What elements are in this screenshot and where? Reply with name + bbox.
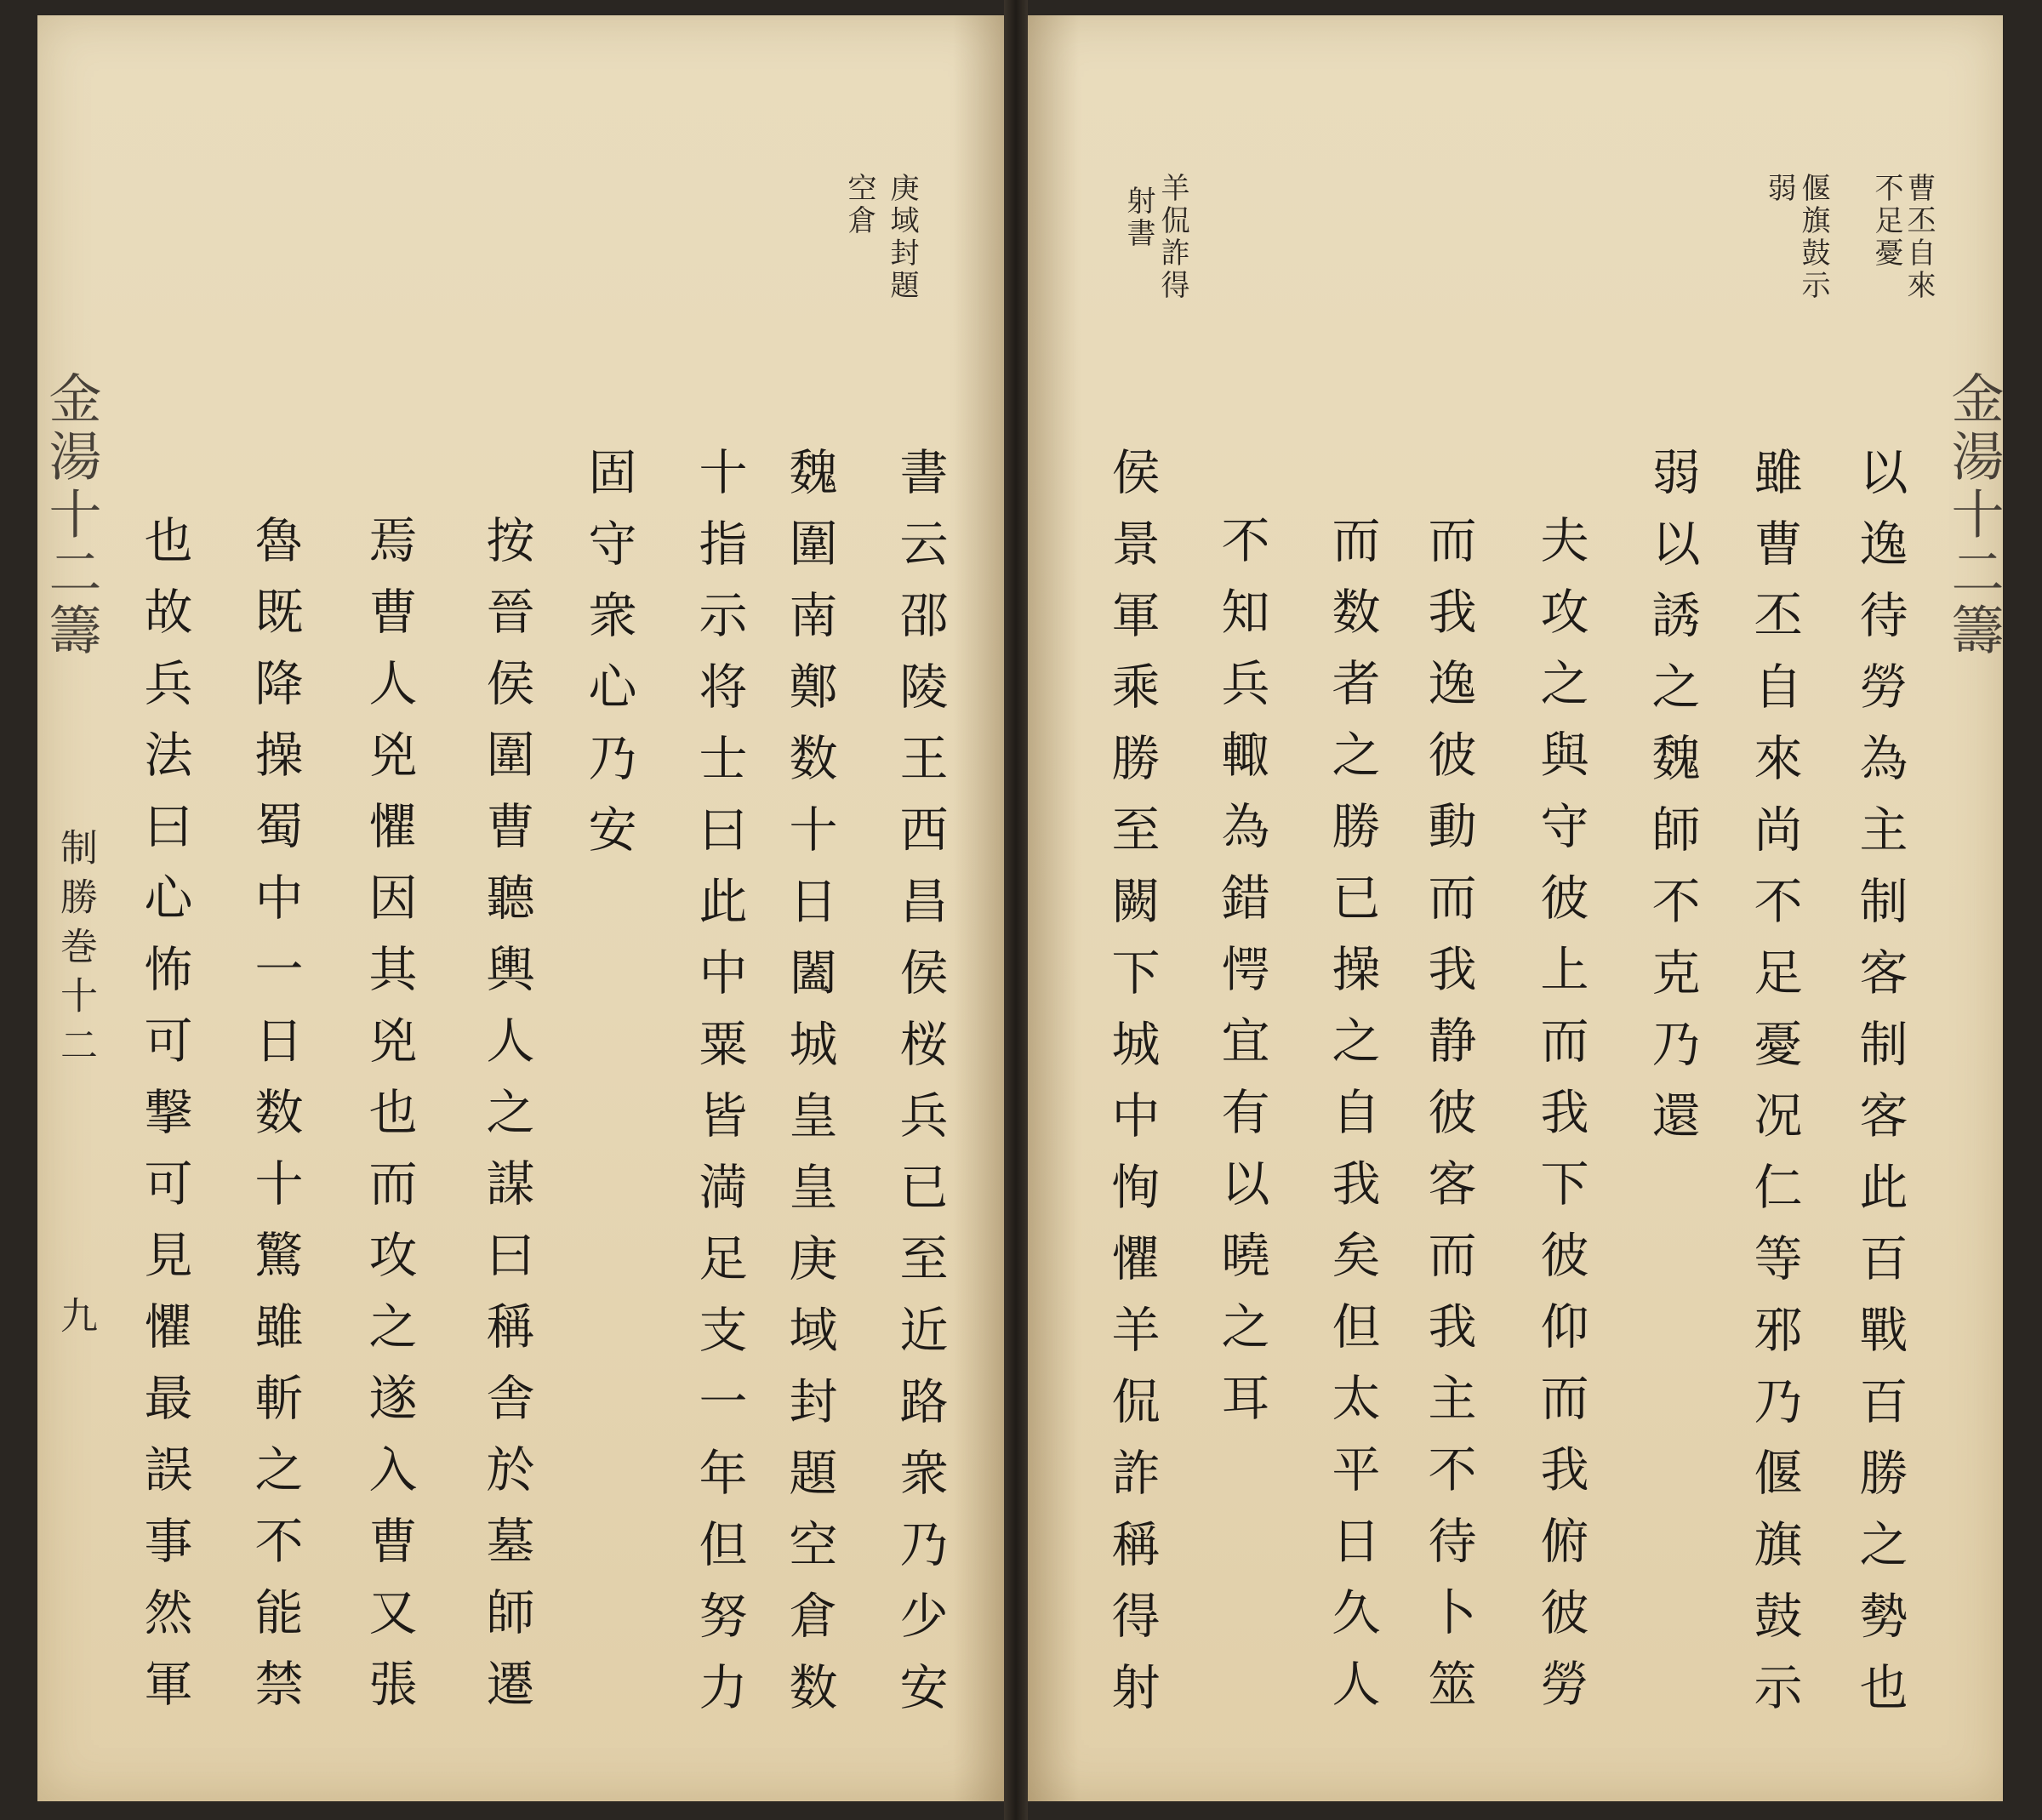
text-column-r7: 不知兵輙為錯愕宜有以曉之耳 bbox=[1213, 515, 1269, 1444]
text-column-r6: 而数者之勝已操之自我矣但太平日久人 bbox=[1324, 515, 1380, 1730]
text-column-r4: 夫攻之與守彼上而我下彼仰而我俯彼勞 bbox=[1532, 515, 1589, 1730]
text-column-1: 書云邵陵王西昌侯桜兵已至近路衆乃少安 bbox=[892, 447, 948, 1733]
marginal-note-r2: 不足憂 bbox=[1869, 173, 1903, 270]
marginal-note-r3: 偃旗鼓示 bbox=[1796, 173, 1830, 302]
text-column-8: 也故兵法曰心怖可撃可見懼最誤事然軍 bbox=[136, 515, 192, 1730]
text-column-7: 魯既降操蜀中一日数十驚雖斬之不能禁 bbox=[247, 515, 303, 1730]
text-column-r3: 弱以誘之魏師不克乃還 bbox=[1644, 447, 1700, 1161]
text-column-5: 按晉侯圍曹聽輿人之謀曰稱舎於墓師遷 bbox=[478, 515, 534, 1730]
text-column-r1: 以逸待勞為主制客制客此百戰百勝之勢也 bbox=[1851, 447, 1908, 1733]
marginal-note-r6: 射書 bbox=[1121, 185, 1155, 250]
left-page bbox=[37, 15, 1004, 1801]
text-column-6: 焉曹人兇懼因其兇也而攻之遂入曹又張 bbox=[361, 515, 417, 1730]
margin-book-title: 金湯十二籌 bbox=[40, 371, 102, 660]
marginal-note-r4: 弱 bbox=[1762, 173, 1796, 205]
margin-book-title-right: 金湯十二籌 bbox=[1942, 371, 2005, 660]
right-page bbox=[1028, 15, 2003, 1801]
marginal-note-r5: 羊侃詐得 bbox=[1155, 173, 1189, 302]
text-column-r2: 雖曹丕自來尚不足憂况仁等邪乃偃旗鼓示 bbox=[1746, 447, 1802, 1733]
text-column-4: 固守衆心乃安 bbox=[580, 447, 636, 876]
marginal-note-1: 庚域封題 bbox=[885, 173, 919, 302]
book-gutter bbox=[1004, 0, 1028, 1820]
text-column-3: 十指示将士曰此中粟皆満足支一年但努力 bbox=[691, 447, 747, 1733]
marginal-note-2: 空倉 bbox=[842, 173, 876, 237]
text-column-r8: 侯景軍乘勝至闕下城中恂懼羊侃詐稱得射 bbox=[1104, 447, 1160, 1733]
margin-chapter-label: 制勝巻十二 bbox=[54, 828, 97, 1075]
text-column-2: 魏圍南鄭数十日闔城皇皇庚域封題空倉数 bbox=[781, 447, 837, 1733]
text-column-r5: 而我逸彼動而我静彼客而我主不待卜筮 bbox=[1420, 515, 1476, 1730]
margin-page-number: 九 bbox=[54, 1296, 97, 1345]
marginal-note-r1: 曹丕自來 bbox=[1902, 173, 1936, 302]
